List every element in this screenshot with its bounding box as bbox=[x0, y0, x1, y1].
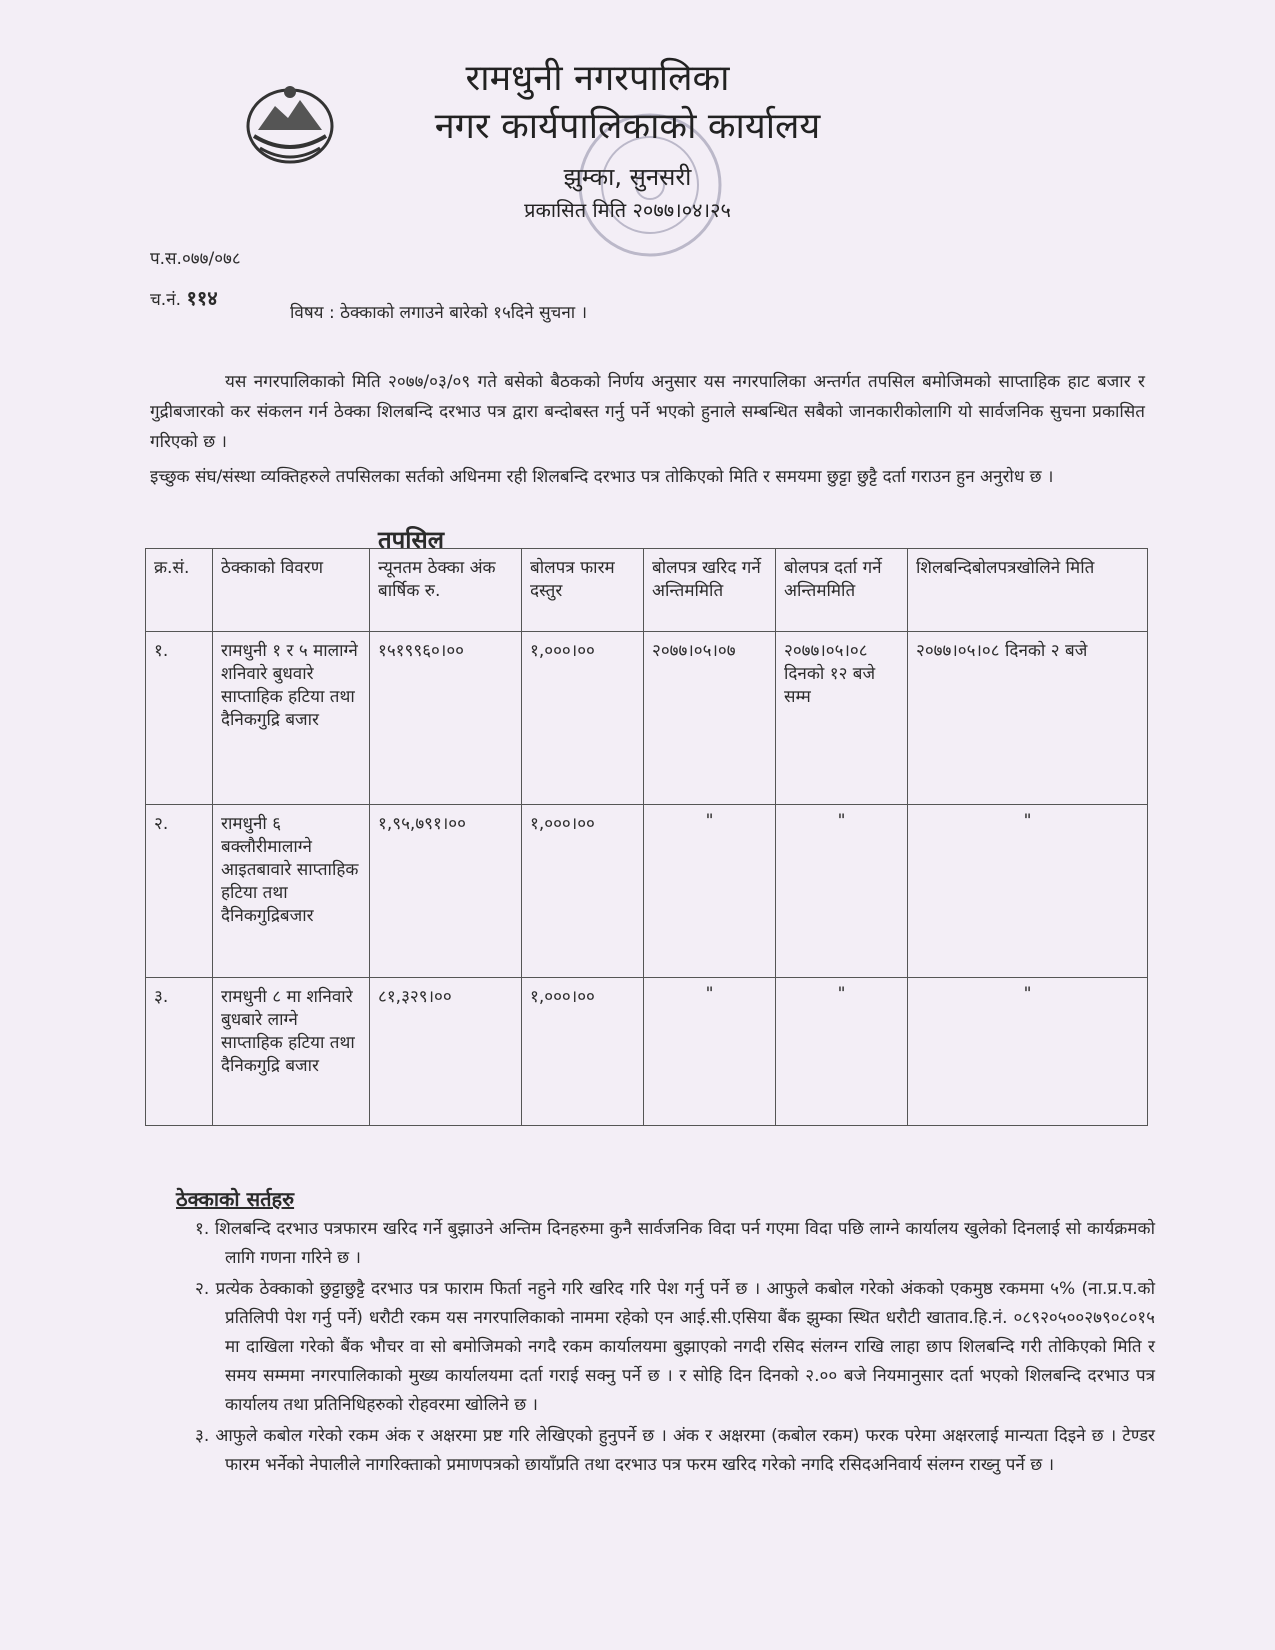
dispatch-number bbox=[150, 284, 218, 311]
table-row bbox=[146, 632, 1148, 805]
cell-min-amount: ८१,३२९।०० bbox=[370, 978, 522, 1126]
cell-registration-deadline: २०७७।०५।०८ दिनको १२ बजे सम्म bbox=[776, 632, 908, 805]
cell-description: रामधुनी ८ मा शनिवारे बुधबारे लाग्ने साप्ताहिक हटिया तथा दैनिकगुद्रि बजार bbox=[213, 978, 370, 1126]
table-title: तपसिल bbox=[378, 526, 445, 554]
cell-purchase-deadline: " bbox=[644, 978, 776, 1126]
cell-opening-date: २०७७।०५।०८ दिनको २ बजे bbox=[908, 632, 1148, 805]
header-min-amount: न्यूनतम ठेक्का अंक बार्षिक रु. bbox=[370, 549, 522, 632]
cell-serial: १. bbox=[146, 632, 213, 805]
cell-form-fee: १,०००।०० bbox=[522, 805, 644, 978]
cell-serial: ३. bbox=[146, 978, 213, 1126]
cell-registration-deadline: " bbox=[776, 978, 908, 1126]
office-name: नगर कार्यपालिकाको कार्यालय bbox=[434, 106, 821, 147]
cell-purchase-deadline: " bbox=[644, 805, 776, 978]
fiscal-year: प.स.०७७/०७८ bbox=[150, 249, 241, 269]
cell-purchase-deadline: २०७७।०५।०७ bbox=[644, 632, 776, 805]
header-opening-date: शिलबन्दिबोलपत्रखोलिने मिति bbox=[908, 549, 1148, 632]
body-paragraph-2: इच्छुक संघ/संस्था व्यक्तिहरुले तपसिलका सर्तको अधिनमा रही शिलबन्दि दरभाउ पत्र तोकिएको मिति र समयमा छुट्टा छुट्टै दर्ता गराउन हुन अनुरोध छ । bbox=[150, 467, 1054, 487]
dispatch-value: ११४ bbox=[186, 286, 218, 310]
term-item: २. प्रत्येक ठेक्काको छुट्टाछुट्टै दरभाउ पत्र फाराम फिर्ता नहुने गरि खरिद गरि पेश गर्नु पर्ने छ । आफुले कबोल गरेको अंकको एकमुष्ठ रकममा ५% (ना.प्र.प.को प्रतिलिपी पेश गर्नु पर्ने) धरौटी रकम यस नगरपालिकाको नाममा रहेको एन आई.सी.एसिया बैंक झुम्का स्थित धरौटी खाताव.हि.नं. ०८९२०५००२७९०८०१५ मा दाखिला गरेको बैंक भौचर वा सो बमोजिमको नगदै रकम कार्यालयमा बुझाएको नगदी रसिद संलग्न राखि लाहा छाप शिलबन्दि गरी तोकिएको मिति र समय सम्ममा नगरपालिकाको मुख्य कार्यालयमा दर्ता गराई सक्नु पर्ने छ । र सोहि दिन दिनको २.०० बजे नियमानुसार दर्ता भएको शिलबन्दि दरभाउ पत्र कार्यालय तथा प्रतिनिधिहरुको रोहवरमा खोलिने छ । bbox=[195, 1279, 1155, 1415]
header-serial: क्र.सं. bbox=[146, 549, 213, 632]
contract-table bbox=[145, 548, 1148, 1126]
table-row bbox=[146, 978, 1148, 1126]
cell-serial: २. bbox=[146, 805, 213, 978]
cell-min-amount: १५१९९६०।०० bbox=[370, 632, 522, 805]
header-purchase-deadline: बोलपत्र खरिद गर्ने अन्तिममिति bbox=[644, 549, 776, 632]
dispatch-label: च.नं. bbox=[150, 290, 182, 310]
terms-title: ठेक्काको सर्तहरु bbox=[176, 1187, 295, 1211]
cell-min-amount: १,९५,७९१।०० bbox=[370, 805, 522, 978]
cell-form-fee: १,०००।०० bbox=[522, 978, 644, 1126]
cell-form-fee: १,०००।०० bbox=[522, 632, 644, 805]
cell-opening-date: " bbox=[908, 978, 1148, 1126]
cell-description: रामधुनी १ र ५ मालाग्ने शनिवारे बुधवारे साप्ताहिक हटिया तथा दैनिकगुद्रि बजार bbox=[213, 632, 370, 805]
header-registration-deadline: बोलपत्र दर्ता गर्ने अन्तिममिति bbox=[776, 549, 908, 632]
published-date: प्रकासित मिति २०७७।०४।२५ bbox=[524, 198, 731, 222]
terms-list bbox=[195, 1215, 1155, 1482]
subject-line: विषय : ठेक्काको लगाउने बारेको १५दिने सुचना । bbox=[290, 303, 588, 323]
cell-registration-deadline: " bbox=[776, 805, 908, 978]
table-row bbox=[146, 805, 1148, 978]
cell-opening-date: " bbox=[908, 805, 1148, 978]
term-item: ३. आफुले कबोल गरेको रकम अंक र अक्षरमा प्रष्ट गरि लेखिएको हुनुपर्ने छ । अंक र अक्षरमा (कबोल रकम) फरक परेमा अक्षरलाई मान्यता दिइने छ । टेण्डर फारम भर्नेको नेपालीले नागरिक्ताको प्रमाणपत्रको छायाँप्रति तथा दरभाउ पत्र फरम खरिद गरेको नगदि रसिदअनिवार्य संलग्न राख्नु पर्ने छ । bbox=[195, 1426, 1155, 1475]
header-form-fee: बोलपत्र फारम दस्तुर bbox=[522, 549, 644, 632]
term-item: १. शिलबन्दि दरभाउ पत्रफारम खरिद गर्ने बुझाउने अन्तिम दिनहरुमा कुनै सार्वजनिक विदा पर्न गएमा विदा पछि लाग्ने कार्यालय खुलेको दिनलाई सो कार्यक्रमको लागि गणना गरिने छ । bbox=[195, 1219, 1155, 1268]
municipality-name: रामधुनी नगरपालिका bbox=[465, 58, 730, 99]
cell-description: रामधुनी ६ बक्लौरीमालाग्ने आइतबावारे साप्ताहिक हटिया तथा दैनिकगुद्रिबजार bbox=[213, 805, 370, 978]
table-header-row bbox=[146, 549, 1148, 632]
office-location: झुम्का, सुनसरी bbox=[563, 163, 692, 191]
body-paragraph-1: यस नगरपालिकाको मिति २०७७/०३/०९ गते बसेको बैठकको निर्णय अनुसार यस नगरपालिका अन्तर्गत तपसिल बमोजिमको साप्ताहिक हाट बजार र गुद्रीबजारको कर संकलन गर्न ठेक्का शिलबन्दि दरभाउ पत्र द्वारा बन्दोबस्त गर्नु पर्ने भएको हुनाले सम्बन्धित सबैको जानकारीकोलागि यो सार्वजनिक सुचना प्रकासित गरिएको छ । bbox=[150, 372, 1145, 452]
header-description: ठेक्काको विवरण bbox=[213, 549, 370, 632]
